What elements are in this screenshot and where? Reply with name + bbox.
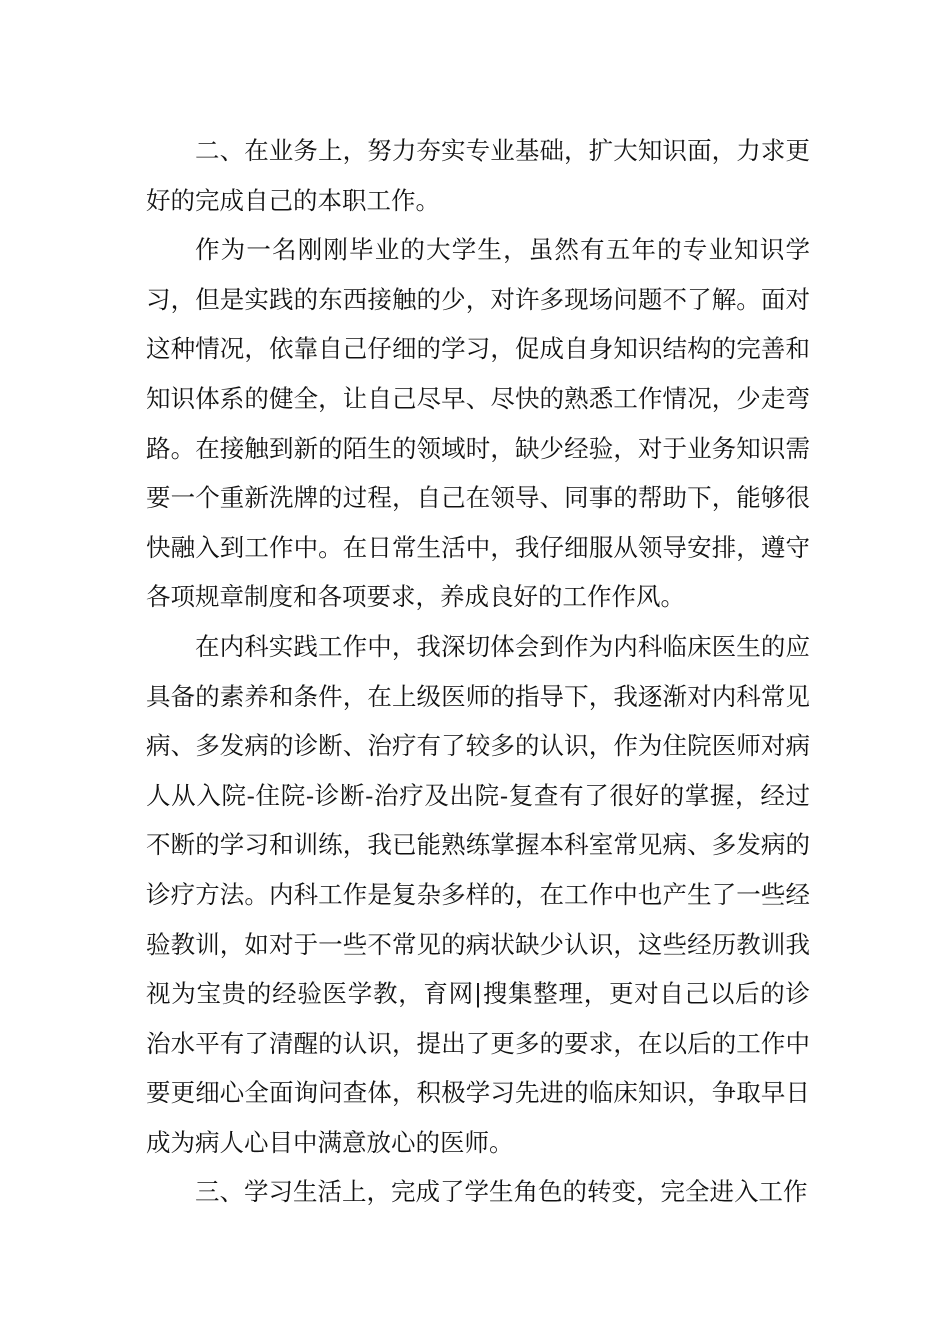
paragraph-study-life-heading: 三、学习生活上，完成了学生角色的转变，完全进入工作	[195, 1177, 808, 1207]
paragraph-new-graduate: 作为一名刚刚毕业的大学生，虽然有五年的专业知识学习，但是实践的东西接触的少，对许多现场问题不了解。面对这种情况，依靠自己仔细的学习，促成自身知识结构的完善和知识体系的健全，让自己尽早、尽快的熟悉工作情况，少走弯路。在接触到新的陌生的领域时，缺少经验，对于业务知识需要一个重新洗牌的过程，自己在领导、同事的帮助下，能够很快融入到工作中。在日常生活中，我仔细服从领导安排，遵守各项规章制度和各项要求，养成良好的工作作风。	[146, 235, 810, 612]
paragraph-internal-medicine: 在内科实践工作中，我深切体会到作为内科临床医生的应具备的素养和条件，在上级医师的指导下，我逐渐对内科常见病、多发病的诊断、治疗有了较多的认识，作为住院医师对病人从入院-住院-诊断-治疗及出院-复查有了很好的掌握，经过不断的学习和训练，我已能熟练掌握本科室常见病、多发病的诊疗方法。内科工作是复杂多样的，在工作中也产生了一些经验教训，如对于一些不常见的病状缺少认识，这些经历教训我视为宝贵的经验医学教，育网|搜集整理，更对自己以后的诊治水平有了清醒的认识，提出了更多的要求，在以后的工作中要更细心全面询问查体，积极学习先进的临床知识，争取早日成为病人心目中满意放心的医师。	[146, 631, 810, 1157]
document-body	[146, 126, 810, 1217]
paragraph-business-heading: 二、在业务上，努力夯实专业基础，扩大知识面，力求更好的完成自己的本职工作。	[146, 136, 810, 215]
